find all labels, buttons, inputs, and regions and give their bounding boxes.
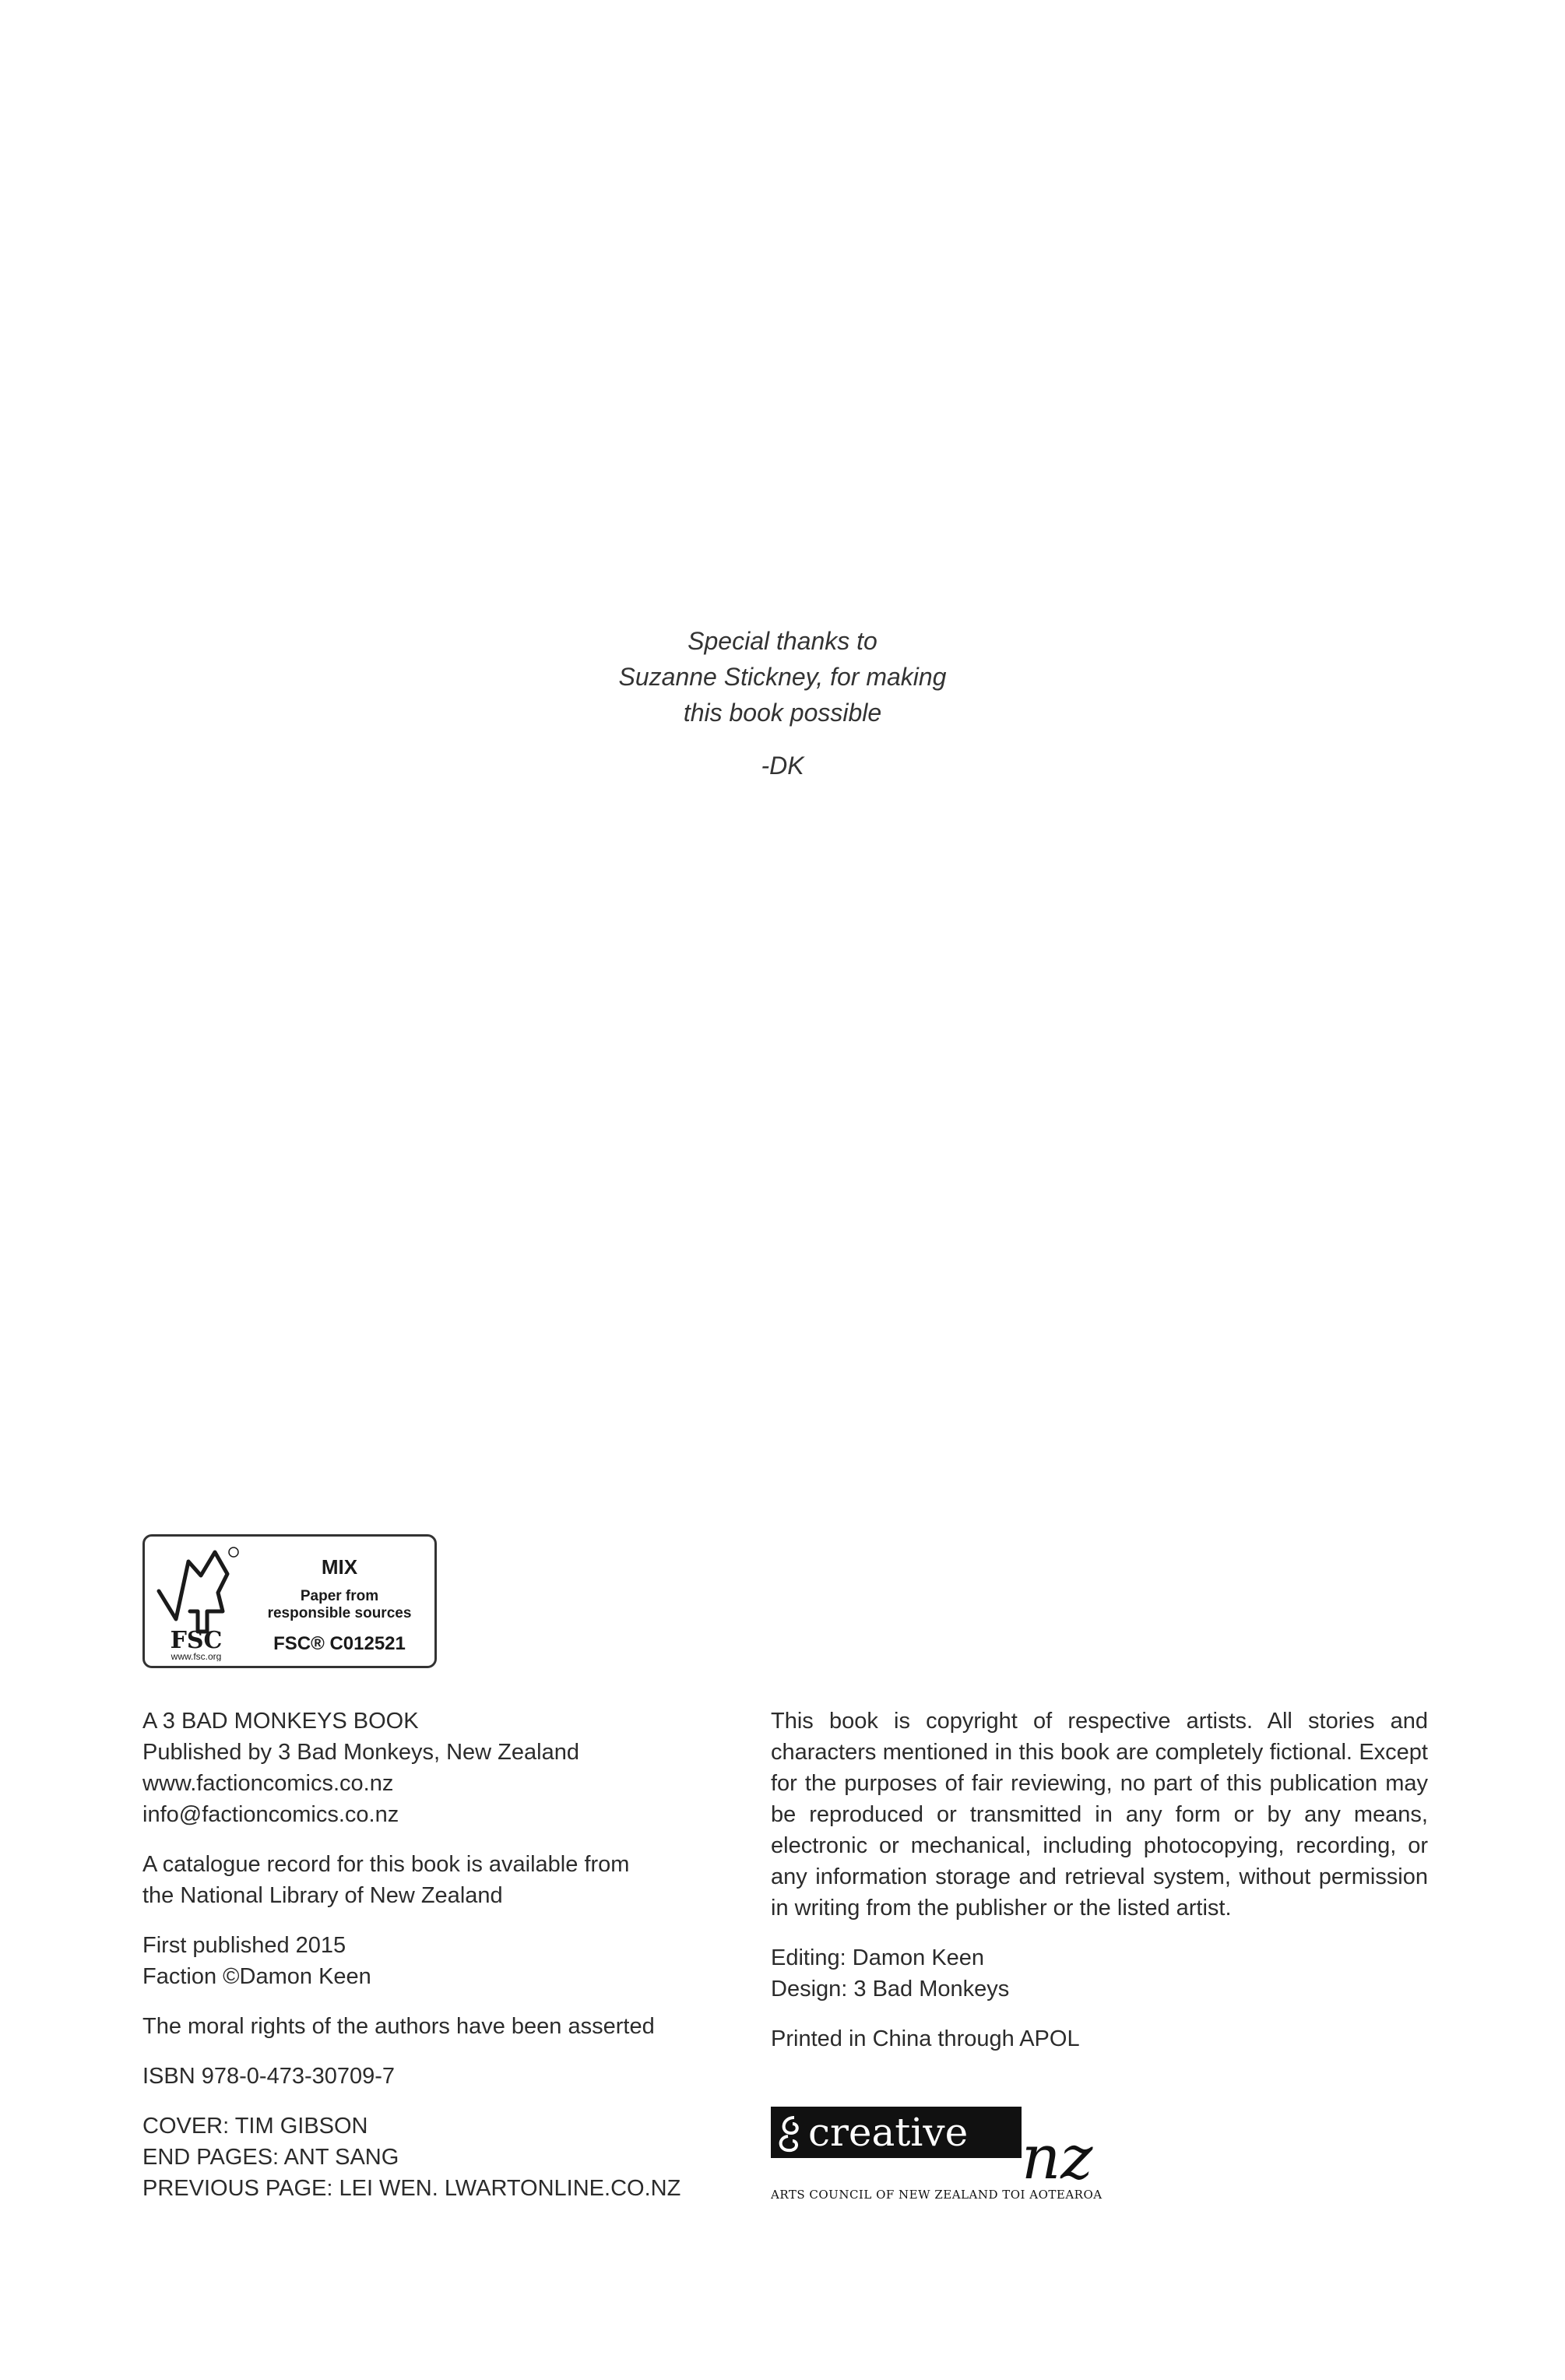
fsc-logo: [142, 1534, 437, 1668]
creative-word: creative: [808, 2110, 969, 2155]
fsc-tree-icon: [153, 1544, 240, 1661]
imprint-right-column: [771, 1706, 1428, 2073]
credit-line: END PAGES: ANT SANG: [142, 2145, 399, 2170]
nz-word: nz: [1022, 2123, 1093, 2193]
dedication-line: this book possible: [683, 699, 882, 727]
edition-line: First published 2015: [142, 1933, 346, 1958]
email-text: info@factioncomics.co.nz: [142, 1802, 399, 1827]
fsc-paper-line: responsible sources: [267, 1605, 412, 1621]
dedication-signature: -DK: [761, 752, 804, 780]
website-text: www.factioncomics.co.nz: [142, 1771, 394, 1796]
fsc-brand: FSC: [170, 1627, 223, 1654]
printed-text: Printed in China through APOL: [771, 2026, 1080, 2051]
credit-line: COVER: TIM GIBSON: [142, 2114, 368, 2139]
catalogue-line: the National Library of New Zealand: [142, 1883, 503, 1908]
credit-line: PREVIOUS PAGE: LEI WEN. LWARTONLINE.CO.NZ: [142, 2176, 681, 2201]
dedication-line: Suzanne Stickney, for making: [618, 663, 947, 691]
fsc-license-code: FSC® C012521: [273, 1633, 406, 1654]
catalogue-line: A catalogue record for this book is available from: [142, 1852, 630, 1877]
dedication: [0, 623, 1565, 783]
publisher-line: A 3 BAD MONKEYS BOOK: [142, 1709, 419, 1734]
publisher-line: Published by 3 Bad Monkeys, New Zealand: [142, 1740, 579, 1765]
copyright-notice: This book is copyright of respective artists. All stories and characters mentioned in this book are completely fictional. Except for the purposes of fair reviewing, no part of this publication may be reproduced or transmitted in any form or by any means, electronic or mechanical, including photocopying, recording, or any information storage and retrieval system, without permission in writing from the publisher or the listed artist.: [771, 1709, 1428, 1921]
fsc-website: www.fsc.org: [171, 1651, 222, 1661]
editing-line: Design: 3 Bad Monkeys: [771, 1977, 1010, 2002]
isbn: ISBN 978-0-473-30709-7: [142, 2064, 396, 2089]
credits-block: [142, 2111, 734, 2204]
fsc-paper-text: [254, 1588, 425, 1622]
dedication-line: Special thanks to: [688, 627, 877, 655]
edition-line: Faction ©Damon Keen: [142, 1964, 371, 1989]
moral-rights: The moral rights of the authors have been asserted: [142, 2014, 655, 2039]
edition-block: [142, 1930, 734, 1992]
creative-nz-logo: [771, 2107, 1160, 2216]
fsc-mix-label: MIX: [321, 1555, 358, 1579]
publisher-block: [142, 1706, 734, 1830]
imprint-left-column: [142, 1706, 734, 2223]
fsc-paper-line: Paper from: [300, 1588, 379, 1604]
editing-block: [771, 1942, 1428, 2005]
catalogue-block: [142, 1849, 734, 1911]
editing-line: Editing: Damon Keen: [771, 1945, 985, 1970]
arts-council-tagline: ARTS COUNCIL OF NEW ZEALAND TOI AOTEAROA: [771, 2188, 1103, 2202]
